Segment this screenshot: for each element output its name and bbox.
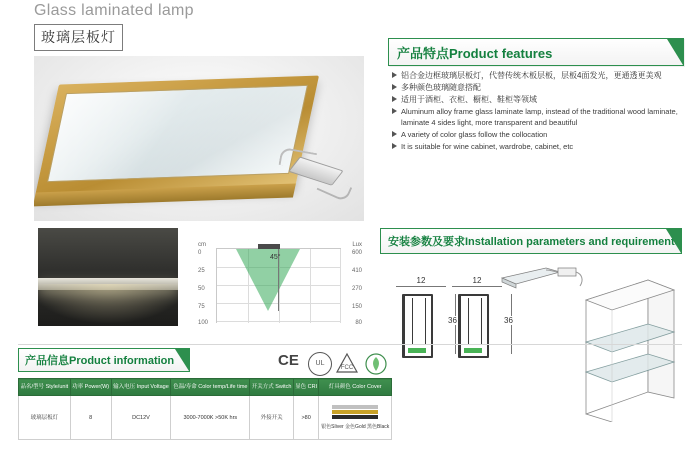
fcc-mark-icon [336, 352, 358, 374]
installation-title [388, 233, 681, 249]
specification-table [18, 378, 392, 440]
page-title-cn-box [34, 24, 123, 51]
feature-item [392, 129, 692, 140]
table-row [19, 396, 392, 440]
beam-lux-tick-2: 270 [351, 286, 362, 292]
cell-voltage: DC12V [111, 396, 171, 440]
application-photo-dark [38, 228, 178, 326]
feature-item [392, 70, 692, 81]
dimension-line [452, 286, 502, 287]
cell-power: 8 [70, 396, 111, 440]
feature-text: Aluminum alloy frame glass laminate lamp, instead of the traditional wood laminate, laminate 4 sides light, more transparent and beautiful [401, 107, 678, 127]
col-power: 功率 Power(W) [70, 379, 111, 396]
dimension-side [506, 294, 516, 354]
page-title-en: Glass laminated lamp [34, 2, 194, 19]
feature-item [392, 94, 692, 105]
beam-y-tick-75: 75 [198, 304, 205, 310]
cabinet-interior-top [38, 228, 178, 278]
features-title-en: Product features [449, 46, 553, 61]
beam-lux-tick-4: 80 [355, 320, 362, 326]
glass-sheen [48, 86, 307, 181]
feature-text: 多种颜色玻璃随意搭配 [401, 83, 481, 92]
cell-style: 玻璃层板灯 [19, 396, 71, 440]
feature-item [392, 106, 692, 128]
led-strip-indicator [464, 348, 482, 353]
cabinet-svg [574, 272, 682, 422]
beam-y-tick-100: 100 [198, 320, 209, 326]
beam-y-tick-50: 50 [198, 286, 205, 292]
profile-drawing-left [396, 276, 457, 362]
bullet-triangle-icon [392, 108, 397, 114]
product-photo-main [34, 56, 364, 221]
swatch-gold [332, 410, 378, 414]
feature-text: 铝合金边框玻璃层板灯，代替传统木板层板，层板4面发光，更通透更美观 [401, 71, 662, 80]
beam-y-tick-25: 25 [198, 268, 205, 274]
dimension-top [396, 276, 446, 290]
dimension-top [452, 276, 502, 290]
dimension-height-label: 36 [448, 316, 457, 325]
bullet-triangle-icon [392, 143, 397, 149]
led-strip-indicator [408, 348, 426, 353]
section-divider [18, 344, 682, 345]
cell-cover-color [319, 396, 392, 440]
features-header [388, 38, 684, 66]
product-info-title [25, 352, 174, 368]
feature-text: It is suitable for wine cabinet, wardrobe, cabinet, etc [401, 142, 574, 151]
features-title [397, 43, 552, 62]
installation-header [380, 228, 682, 254]
lamp-glass-panel [47, 85, 308, 182]
beam-angle-label: 45° [270, 254, 281, 261]
header-corner-accent [175, 349, 189, 371]
cabinet-drawing [574, 272, 682, 422]
installation-title-cn: 安装参数及要求 [388, 236, 465, 248]
beam-lux-tick-3: 150 [351, 304, 362, 310]
cell-cri: >80 [293, 396, 319, 440]
beam-unit-left: cm [198, 242, 206, 248]
profile-body [458, 294, 489, 358]
dimension-width-label: 12 [416, 276, 426, 285]
bullet-triangle-icon [392, 96, 397, 102]
driver-wire-right [317, 175, 353, 203]
swatch-black [332, 415, 378, 419]
profile-channel [468, 298, 482, 345]
profile-body [402, 294, 433, 358]
lamp-frame-illustration [35, 76, 319, 197]
col-switch: 开关方式 Switch [250, 379, 294, 396]
product-info-title-en: Product information [69, 355, 175, 367]
beam-unit-right: Lux [352, 242, 362, 248]
profile-channel [412, 298, 426, 345]
cover-color-text: 银色Sliver 金色Gold 黑色Black [321, 424, 390, 430]
feature-text: A variety of color glass follow the collocation [401, 130, 548, 139]
beam-cone [236, 249, 300, 311]
col-cri: 显色 CRI [293, 379, 319, 396]
cell-switch: 外接开关 [250, 396, 294, 440]
product-info-title-cn: 产品信息 [25, 355, 69, 367]
dimension-width-label: 12 [472, 276, 482, 285]
header-corner-accent [666, 229, 681, 253]
feature-item [392, 82, 692, 93]
color-swatches [332, 404, 378, 420]
col-style: 品名/型号 Style/unit [19, 379, 71, 396]
header-corner-accent [667, 39, 683, 65]
certification-logos [278, 352, 398, 380]
beam-source-lamp [258, 244, 280, 249]
col-cover-color: 灯具颜色 Color Cover [319, 379, 392, 396]
shelf-glow [38, 284, 178, 324]
installation-title-en: Installation parameters and requirements [465, 236, 681, 248]
features-title-cn: 产品特点 [397, 46, 450, 61]
beam-lux-tick-0: 600 [351, 250, 362, 256]
cell-color-life: 3000-7000K >50K hrs [171, 396, 250, 440]
table-header-row [19, 379, 392, 396]
col-color-life: 色温/寿命 Color temp/Life time [171, 379, 250, 396]
bullet-triangle-icon [392, 72, 397, 78]
svg-text:FCC: FCC [340, 365, 354, 371]
swatch-silver [332, 405, 378, 409]
dimension-line [396, 286, 446, 287]
beam-y-tick-0: 0 [198, 250, 202, 256]
dimension-height-label: 36 [504, 316, 513, 325]
col-voltage: 输入电压 Input Voltage [111, 379, 171, 396]
beam-angle-diagram [196, 236, 364, 334]
feature-item [392, 141, 692, 152]
bullet-triangle-icon [392, 84, 397, 90]
rohs-mark-icon [364, 352, 388, 376]
ce-mark-icon: CE [278, 352, 299, 369]
ul-mark-icon: UL [308, 352, 332, 376]
profile-drawing-right [452, 276, 513, 362]
features-list [392, 70, 692, 153]
product-info-header [18, 348, 190, 372]
beam-lux-tick-1: 410 [351, 268, 362, 274]
bullet-triangle-icon [392, 131, 397, 137]
page-title-cn: 玻璃层板灯 [41, 29, 116, 45]
feature-text: 适用于酒柜、衣柜、橱柜、鞋柜等领域 [401, 95, 537, 104]
